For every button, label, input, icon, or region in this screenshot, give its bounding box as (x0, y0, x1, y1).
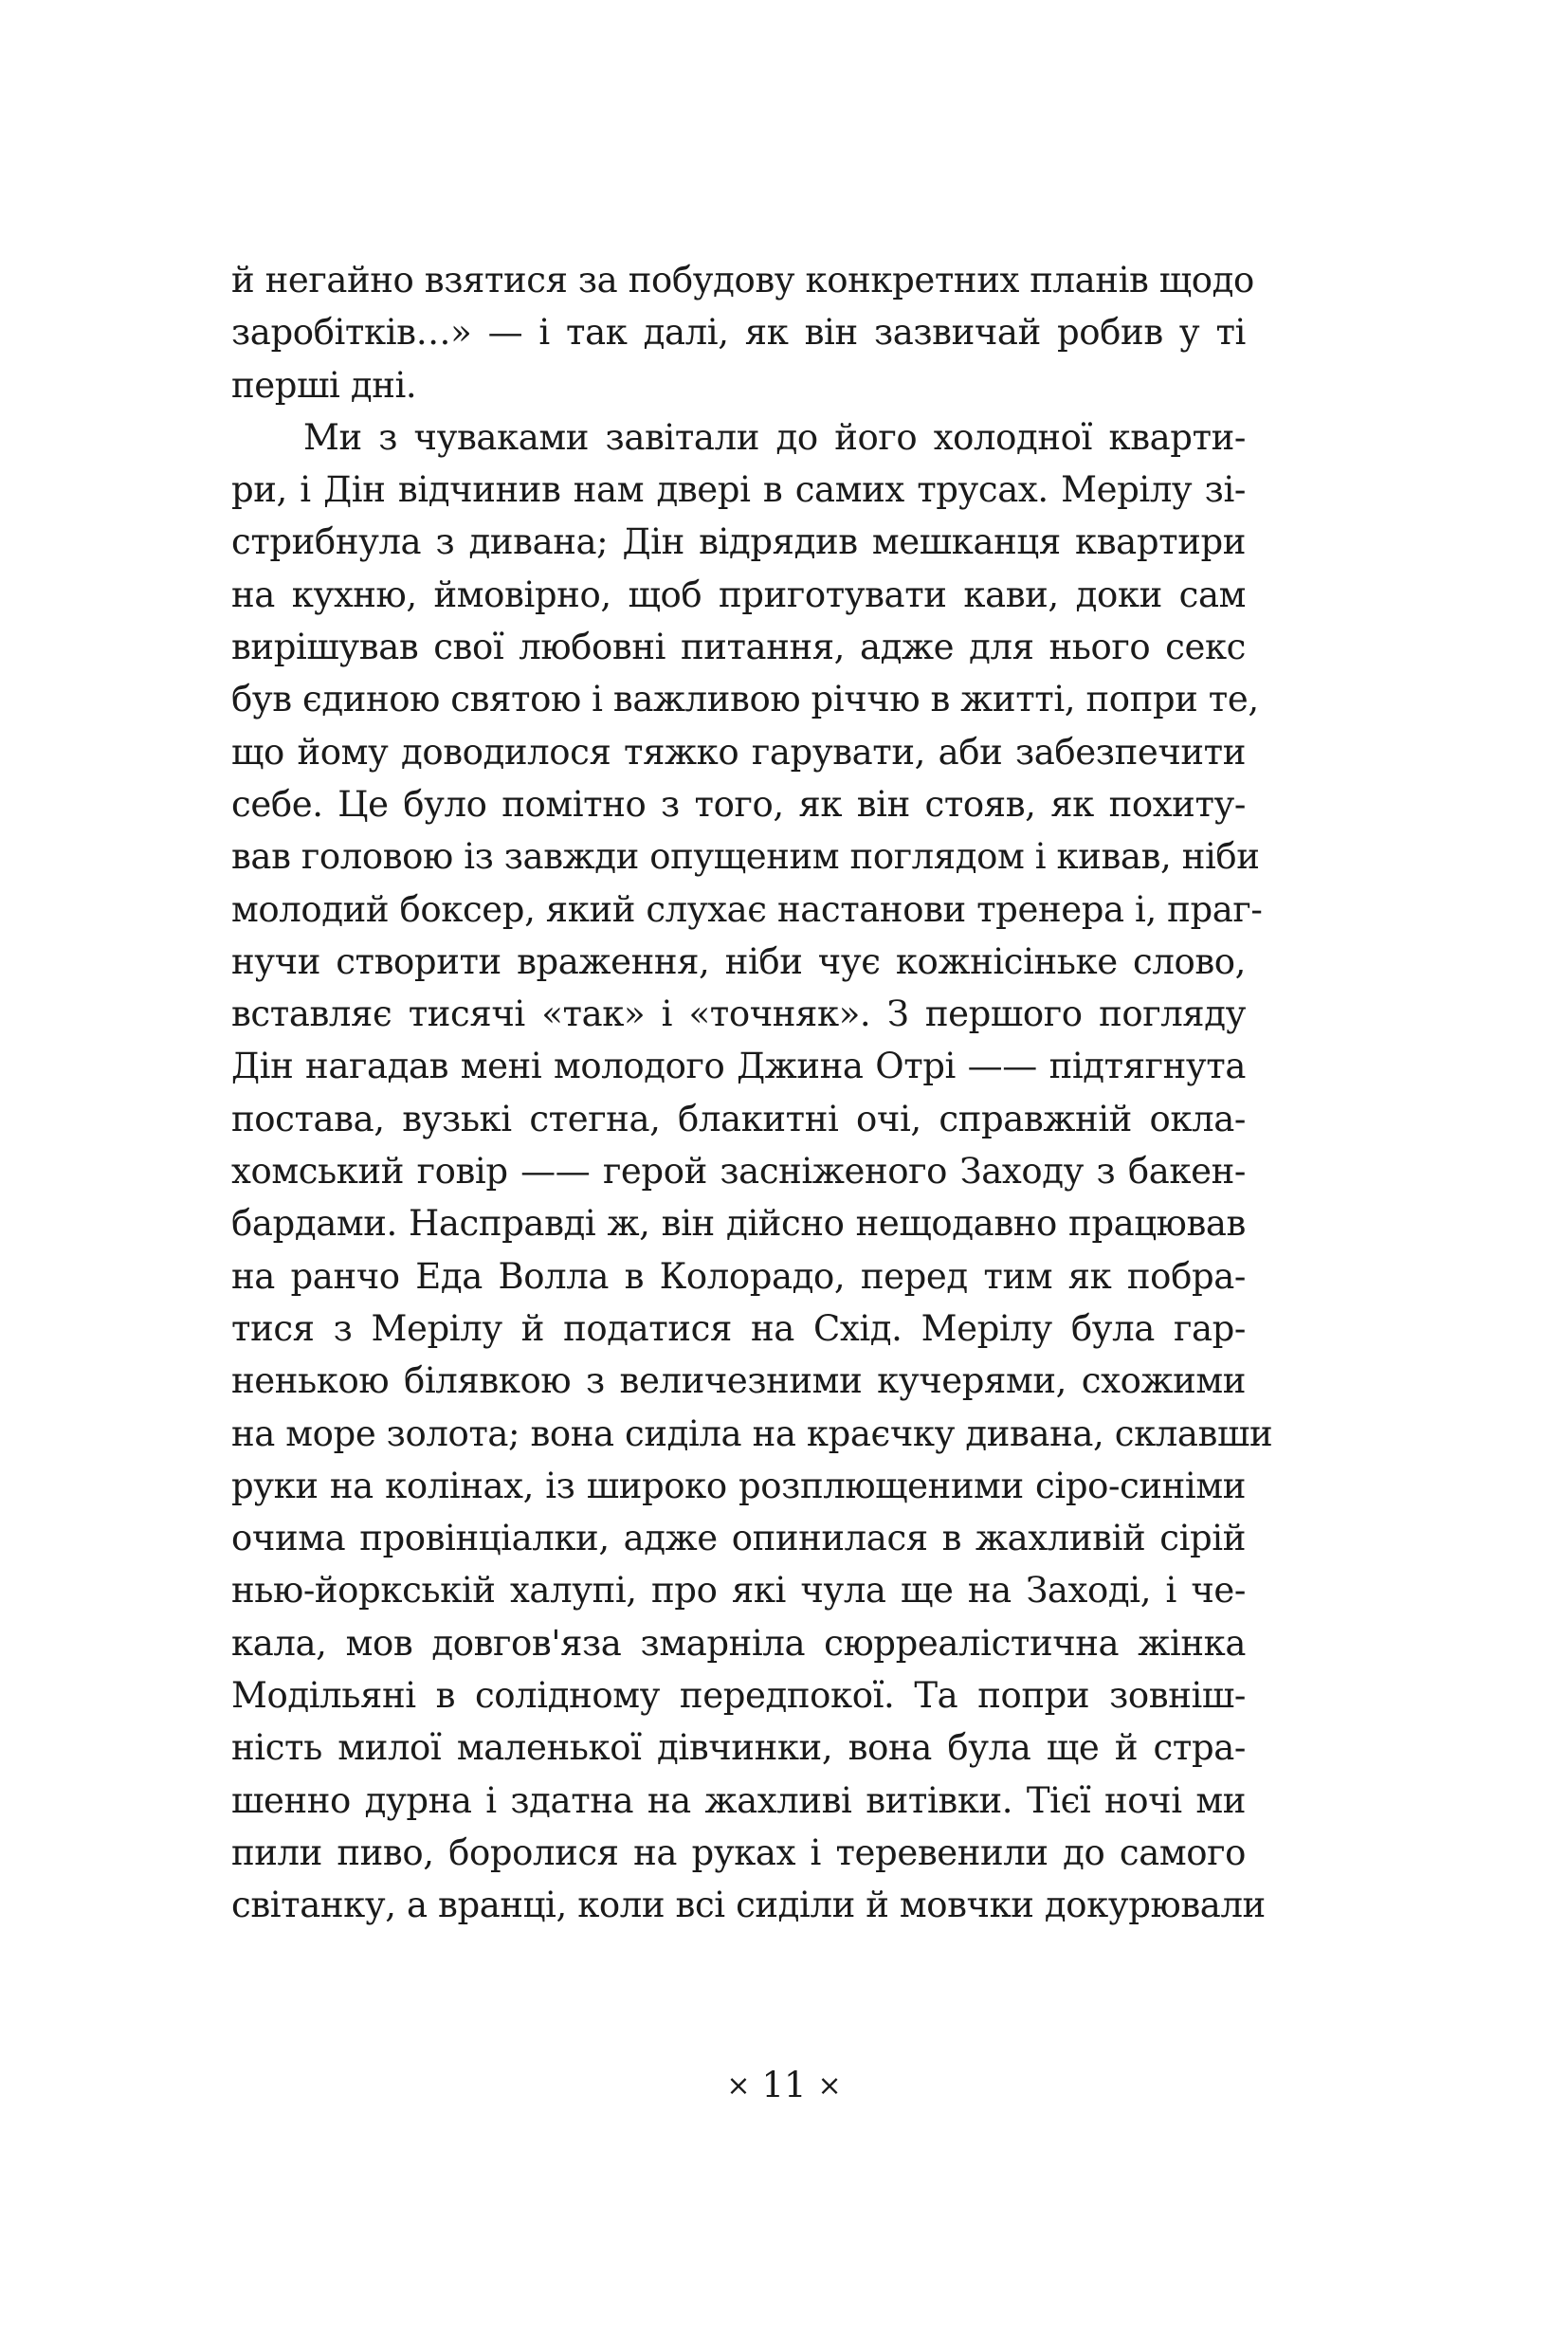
text-line: заробітків…» — і так далі, як він зазвичай робив у ті (231, 312, 1246, 354)
text-line: на море золота; вона сиділа на краєчку дивана, склавши (231, 1412, 1273, 1454)
text-line: стрибнула з дивана; Дін відрядив мешканця квартири (231, 521, 1246, 563)
paragraph-2 (231, 411, 1273, 1932)
text-line: Модільяні в солідному передпокої. Та попри зовніш- (231, 1675, 1246, 1717)
text-line: перші дні. (231, 364, 417, 406)
text-line: вав головою із завжди опущеним поглядом і кивав, ніби (231, 836, 1260, 878)
text-line: ність милої маленької дівчинки, вона була ще й стра- (231, 1727, 1246, 1769)
text-line: шенно дурна і здатна на жахливі витівки. Тієї ночі ми (231, 1779, 1246, 1821)
body-text (231, 254, 1273, 1932)
text-line: що йому доводилося тяжко гарувати, аби забезпечити (231, 731, 1246, 773)
ornament-left: × (726, 2069, 751, 2103)
text-line: хомський говір —— герой засніженого Заходу з бакен- (231, 1151, 1246, 1193)
text-line: вставляє тисячі «так» і «точняк». З першого погляду (231, 993, 1246, 1035)
text-line: постава, вузькі стегна, блакитні очі, справжній окла- (231, 1098, 1246, 1139)
text-line: на ранчо Еда Волла в Колорадо, перед тим як побра- (231, 1255, 1246, 1297)
text-line: бардами. Насправді ж, він дійсно нещодавно працював (231, 1203, 1246, 1245)
text-line: тися з Мерілу й податися на Схід. Мерілу була гар- (231, 1307, 1246, 1349)
paragraph-1 (231, 254, 1254, 411)
text-line: був єдиною святою і важливою річчю в житті, попри те, (231, 679, 1259, 720)
text-line: ненькою білявкою з величезними кучерями, схожими (231, 1360, 1246, 1402)
text-line: молодий боксер, який слухає настанови тренера і, праг- (231, 888, 1263, 930)
text-line: нью-йоркській халупі, про які чула ще на Заході, і че- (231, 1570, 1246, 1612)
text-line: нучи створити враження, ніби чує кожнісіньке слово, (231, 940, 1246, 982)
text-line: Дін нагадав мені молодого Джина Отрі —— підтягнута (231, 1046, 1246, 1087)
text-line: й негайно взятися за побудову конкретних планів щодо (231, 260, 1254, 301)
text-line: себе. Це було помітно з того, як він стояв, як похиту- (231, 783, 1246, 825)
page-number: 11 (761, 2065, 807, 2105)
text-line: пили пиво, боролися на руках і теревенили до самого (231, 1831, 1246, 1873)
text-line: очима провінціалки, адже опинилася в жахливій сірій (231, 1518, 1246, 1559)
text-line: світанку, а вранці, коли всі сиділи й мовчки докурювали (231, 1885, 1266, 1926)
page-footer (0, 2065, 1568, 2109)
text-line: вирішував свої любовні питання, адже для нього секс (231, 627, 1246, 668)
text-line: на кухню, ймовірно, щоб приготувати кави, доки сам (231, 574, 1246, 615)
text-line: Ми з чуваками завітали до його холодної кварти- (303, 416, 1246, 458)
text-line: кала, мов довгов'яза змарніла сюрреалістична жінка (231, 1622, 1246, 1664)
text-line: ри, і Дін відчинив нам двері в самих трусах. Мерілу зі- (231, 469, 1246, 511)
ornament-right: × (817, 2069, 842, 2103)
text-line: руки на колінах, із широко розплющеними сіро-синіми (231, 1465, 1246, 1506)
